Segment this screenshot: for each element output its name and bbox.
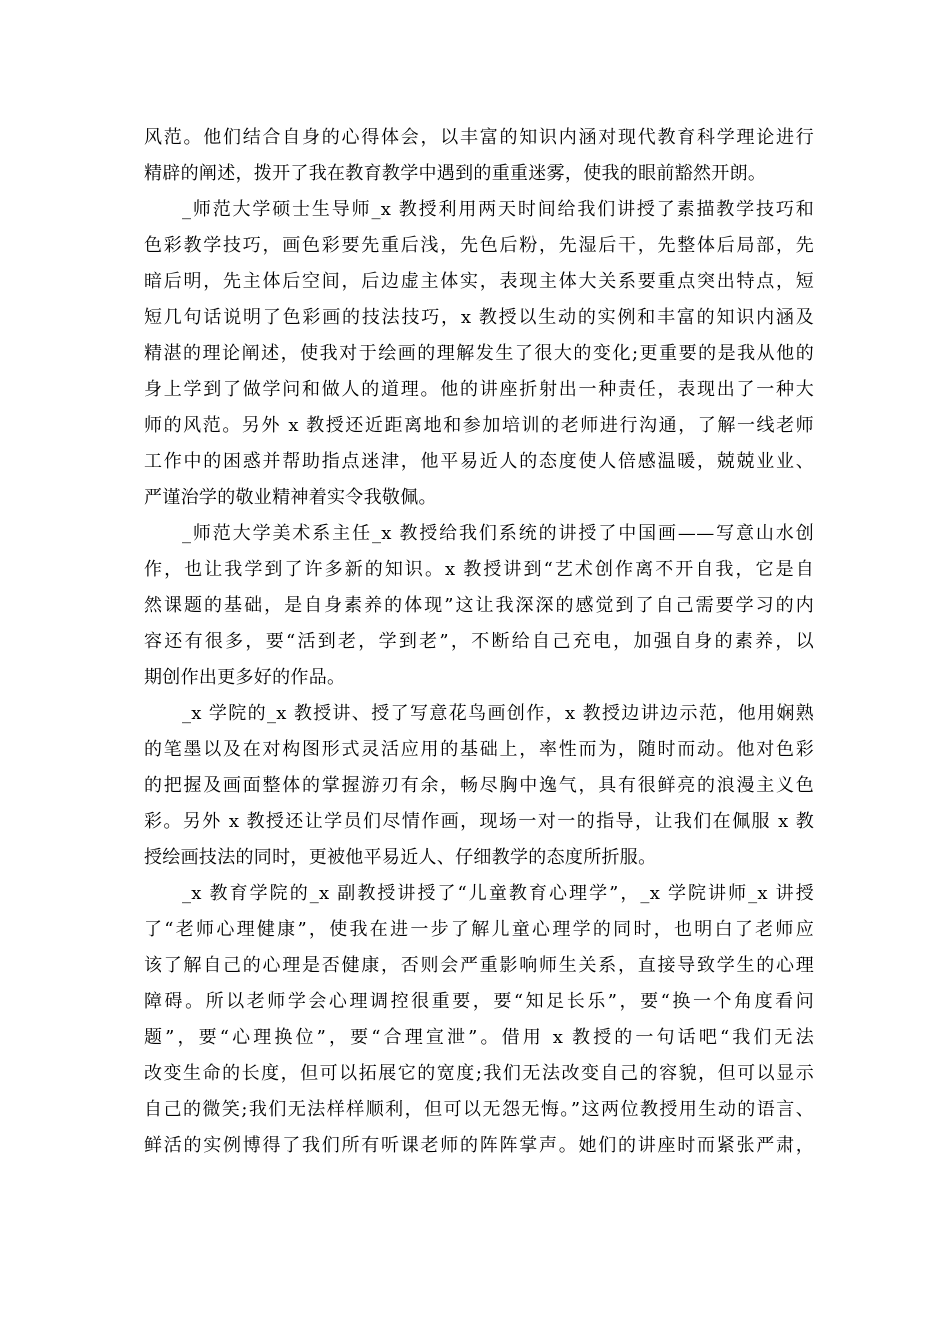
- text-line: 期创作出更多好的作品。: [144, 667, 346, 688]
- document-body: [144, 120, 814, 1164]
- text-line: 该了解自己的心理是否健康，否则会严重影响师生关系，直接导致学生的心理: [144, 955, 814, 976]
- text-line: 严谨治学的敬业精神着实令我敬佩。: [144, 487, 437, 508]
- text-line: 的笔墨以及在对构图形式灵活应用的基础上，率性而为，随时而动。他对色彩: [144, 739, 814, 760]
- text-line: 自己的微笑;我们无法样样顺利，但可以无怨无悔。”这两位教授用生动的语言、: [144, 1099, 815, 1120]
- text-line: 改变生命的长度，但可以拓展它的宽度;我们无法改变自己的容貌，但可以显示: [144, 1063, 814, 1084]
- text-line: 授绘画技法的同时，更被他平易近人、仔细教学的态度所折服。: [144, 847, 657, 868]
- paragraph-first-line: _师范大学美术系主任_x 教授给我们系统的讲授了中国画——写意山水创: [182, 523, 814, 544]
- paragraph-first-line: _x 教育学院的_x 副教授讲授了“儿童教育心理学”，_x 学院讲师_x 讲授: [182, 883, 814, 904]
- text-line: 精辟的阐述，拨开了我在教育教学中遇到的重重迷雾，使我的眼前豁然开朗。: [144, 163, 767, 184]
- text-line: 色彩教学技巧，画色彩要先重后浅，先色后粉，先湿后干，先整体后局部，先: [144, 235, 814, 256]
- paragraph-first-line: _x 学院的_x 教授讲、授了写意花鸟画创作，x 教授边讲边示范，他用娴熟: [182, 703, 814, 724]
- text-line: 障碍。所以老师学会心理调控很重要，要“知足长乐”，要“换一个角度看问: [144, 991, 814, 1012]
- text-line: 工作中的困惑并帮助指点迷津，他平易近人的态度使人倍感温暖，兢兢业业、: [144, 451, 814, 472]
- text-line: 作，也让我学到了许多新的知识。x 教授讲到“艺术创作离不开自我，它是自: [144, 559, 814, 580]
- text-line: 的把握及画面整体的掌握游刃有余，畅尽胸中逸气，具有很鲜亮的浪漫主义色: [144, 775, 814, 796]
- text-line: 精湛的理论阐述，使我对于绘画的理解发生了很大的变化;更重要的是我从他的: [144, 343, 814, 364]
- text-line: 师的风范。另外 x 教授还近距离地和参加培训的老师进行沟通，了解一线老师: [144, 415, 814, 436]
- text-line: 短几句话说明了色彩画的技法技巧，x 教授以生动的实例和丰富的知识内涵及: [144, 307, 814, 328]
- text-line: 了“老师心理健康”，使我在进一步了解儿童心理学的同时，也明白了老师应: [144, 919, 814, 940]
- paragraph-first-line: _师范大学硕士生导师_x 教授利用两天时间给我们讲授了素描教学技巧和: [182, 199, 814, 220]
- text-line: 鲜活的实例博得了我们所有听课老师的阵阵掌声。她们的讲座时而紧张严肃，: [144, 1135, 814, 1156]
- text-line: 暗后明，先主体后空间，后边虚主体实，表现主体大关系要重点突出特点，短: [144, 271, 814, 292]
- text-line: 身上学到了做学问和做人的道理。他的讲座折射出一种责任，表现出了一种大: [144, 379, 814, 400]
- text-line: 然课题的基础，是自身素养的体现”这让我深深的感觉到了自己需要学习的内: [144, 595, 814, 616]
- text-line: 容还有很多，要“活到老，学到老”，不断给自己充电，加强自身的素养，以: [144, 631, 814, 652]
- text-line: 风范。他们结合自身的心得体会，以丰富的知识内涵对现代教育科学理论进行: [144, 127, 814, 148]
- text-line: 题”，要“心理换位”，要“合理宣泄”。借用 x 教授的一句话吧“我们无法: [144, 1027, 814, 1048]
- text-line: 彩。另外 x 教授还让学员们尽情作画，现场一对一的指导，让我们在佩服 x 教: [144, 811, 814, 832]
